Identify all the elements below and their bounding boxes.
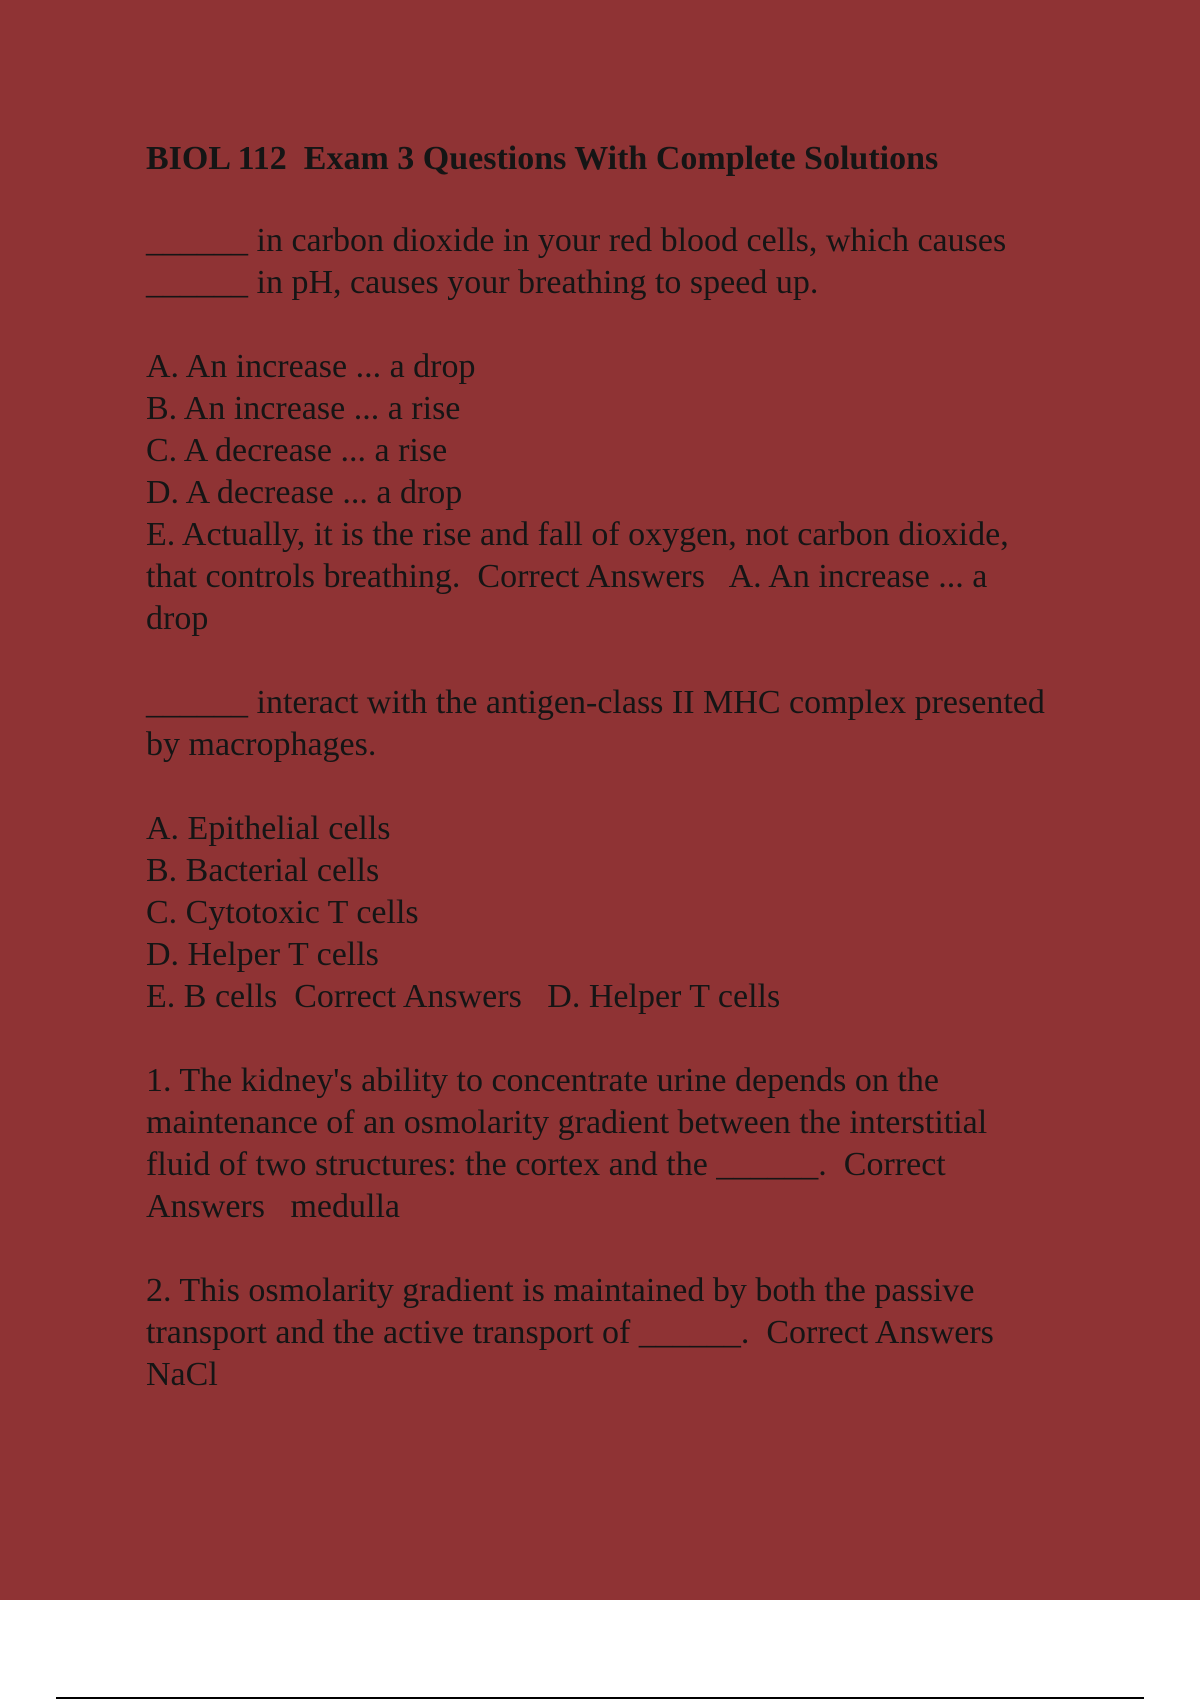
text-line: ______ in carbon dioxide in your red blood cells, which causes	[146, 222, 1007, 259]
option-b: B. An increase ... a rise	[146, 390, 461, 427]
question-2-options	[146, 808, 1106, 1018]
answer-line: drop	[146, 600, 209, 637]
text-line: transport and the active transport of ______. Correct Answers	[146, 1314, 994, 1351]
text-line: 1. The kidney's ability to concentrate urine depends on the	[146, 1062, 939, 1099]
option-c: C. Cytotoxic T cells	[146, 894, 419, 931]
document-title: BIOL 112 Exam 3 Questions With Complete Solutions	[146, 140, 939, 177]
question-4	[146, 1270, 1106, 1396]
text-line: 2. This osmolarity gradient is maintained by both the passive	[146, 1272, 975, 1309]
text-line: fluid of two structures: the cortex and the ______. Correct	[146, 1146, 946, 1183]
question-3	[146, 1060, 1106, 1228]
option-c: C. A decrease ... a rise	[146, 432, 448, 469]
option-b: B. Bacterial cells	[146, 852, 380, 889]
text-line: ______ interact with the antigen-class II MHC complex presented	[146, 684, 1045, 721]
option-e: E. Actually, it is the rise and fall of oxygen, not carbon dioxide,	[146, 516, 1009, 553]
question-1-options	[146, 346, 1106, 640]
document-content	[146, 138, 1106, 1438]
text-line: ______ in pH, causes your breathing to speed up.	[146, 264, 819, 301]
answer-line: NaCl	[146, 1356, 218, 1393]
question-2-stem	[146, 682, 1106, 766]
option-a: A. Epithelial cells	[146, 810, 391, 847]
answer-line: that controls breathing. Correct Answers A. An increase ... a	[146, 558, 988, 595]
text-line: by macrophages.	[146, 726, 377, 763]
option-e: E. B cells Correct Answers D. Helper T cells	[146, 978, 781, 1015]
answer-line: Answers medulla	[146, 1188, 401, 1225]
option-d: D. A decrease ... a drop	[146, 474, 463, 511]
bottom-divider	[56, 1697, 1144, 1699]
question-1-stem	[146, 220, 1106, 304]
option-d: D. Helper T cells	[146, 936, 379, 973]
text-line: maintenance of an osmolarity gradient between the interstitial	[146, 1104, 988, 1141]
option-a: A. An increase ... a drop	[146, 348, 476, 385]
